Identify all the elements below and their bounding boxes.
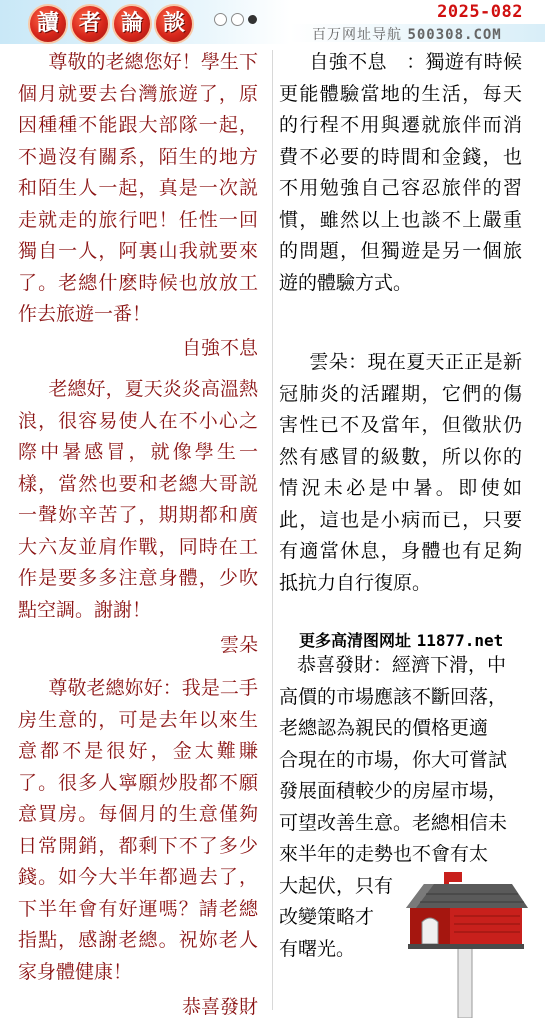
- reply-3-line: 大起伏，只有: [279, 874, 394, 897]
- letter-2-text: 老總好，夏天炎炎高溫熱浪，很容易使人在不小心之際中暑感冒，就像學生一樣，當然也要和老總大哥説一聲妳辛苦了，期期都和廣大六友並肩作戰，同時在工作是要多多注意身體，少吹點空調。謝謝！: [18, 378, 258, 621]
- letter-1-signature: 自強不息: [181, 336, 258, 359]
- reply-3-line: 老總認為親民的價格更適: [279, 717, 489, 739]
- watermark-top: [312, 24, 502, 44]
- letter-1-text: 尊敬的老總您好！學生下個月就要去台灣旅遊了，原因種種不能跟大部隊一起，不過沒有關系，陌生的地方和陌生人一起，真是一次説走就走的旅行吧！任性一回獨自一人，阿裏山我就要來了。老總什麽時候也放放工作去旅遊一番！: [18, 51, 258, 325]
- reply-3-line: 有曙光。: [279, 937, 356, 960]
- reply-3-line: 發展面積較少的房屋市場，: [279, 780, 508, 802]
- reply-3-line: 合現在的市場，你大可嘗試: [279, 748, 508, 771]
- mailbox-icon: [400, 868, 532, 1018]
- letter-3-text: 尊敬老總妳好：我是二手房生意的，可是去年以來生意都不是很好，金太難賺了。很多人寧願炒股都不願意買房。每個月的生意僅夠日常開銷，都剩下不了多少錢。如今大半年都過去了，下半年會有好運嗎？請老總指點，感謝老總。祝妳老人家身體健康！: [18, 677, 258, 983]
- watermark-middle: [299, 628, 503, 651]
- section-title: [28, 4, 194, 44]
- letter-3-signature: 恭喜發財: [181, 996, 258, 1018]
- circle-icon: [214, 13, 227, 26]
- reply-2: [279, 347, 522, 599]
- letter-1: [18, 47, 258, 363]
- issue-number: 2025-082: [437, 2, 523, 22]
- letter-3: [18, 673, 258, 1022]
- watermark-cn: 百万网址导航: [312, 27, 402, 43]
- column-divider: [272, 50, 273, 1010]
- watermark-mid-en: 11877.net: [416, 631, 504, 650]
- reply-2-text: 雲朵：現在夏天正正是新冠肺炎的活躍期，它們的傷害性已不及當年，但徵狀仍然有感冒的級數，所以你的情況未必是中暑。即使如此，這也是小病而已，只要有適當休息，身體也有足夠抵抗力自行復原。: [279, 351, 522, 594]
- reply-3-line: 可望改善生意。老總相信未: [279, 811, 508, 834]
- title-char: 談: [154, 4, 194, 44]
- decorative-dots: [214, 13, 257, 26]
- reply-3-line: 高價的市場應該不斷回落，: [279, 685, 508, 708]
- reply-3-line: 來半年的走勢也不會有太: [279, 843, 489, 865]
- watermark-mid-cn: 更多高清图网址: [299, 631, 412, 650]
- reply-3-line: 恭喜發財：經濟下滑，中: [297, 654, 507, 676]
- dot-icon: [248, 15, 257, 24]
- letter-2-signature: 雲朵: [219, 634, 258, 656]
- reply-1: [279, 47, 522, 299]
- title-char: 讀: [28, 4, 68, 44]
- circle-icon: [231, 13, 244, 26]
- reply-1-text: 自強不息 ：獨遊有時候更能體驗當地的生活，每天的行程不用與遷就旅伴而消費不必要的時間和金錢，也不用勉強自己容忍旅伴的習慣，雖然以上也談不上嚴重的問題，但獨遊是另一個旅遊的體驗方式。: [279, 51, 522, 294]
- title-char: 者: [70, 4, 110, 44]
- title-char: 論: [112, 4, 152, 44]
- watermark-en: 500308.COM: [407, 27, 502, 43]
- reply-3-line: 改變策略才: [279, 906, 375, 928]
- letter-2: [18, 374, 258, 660]
